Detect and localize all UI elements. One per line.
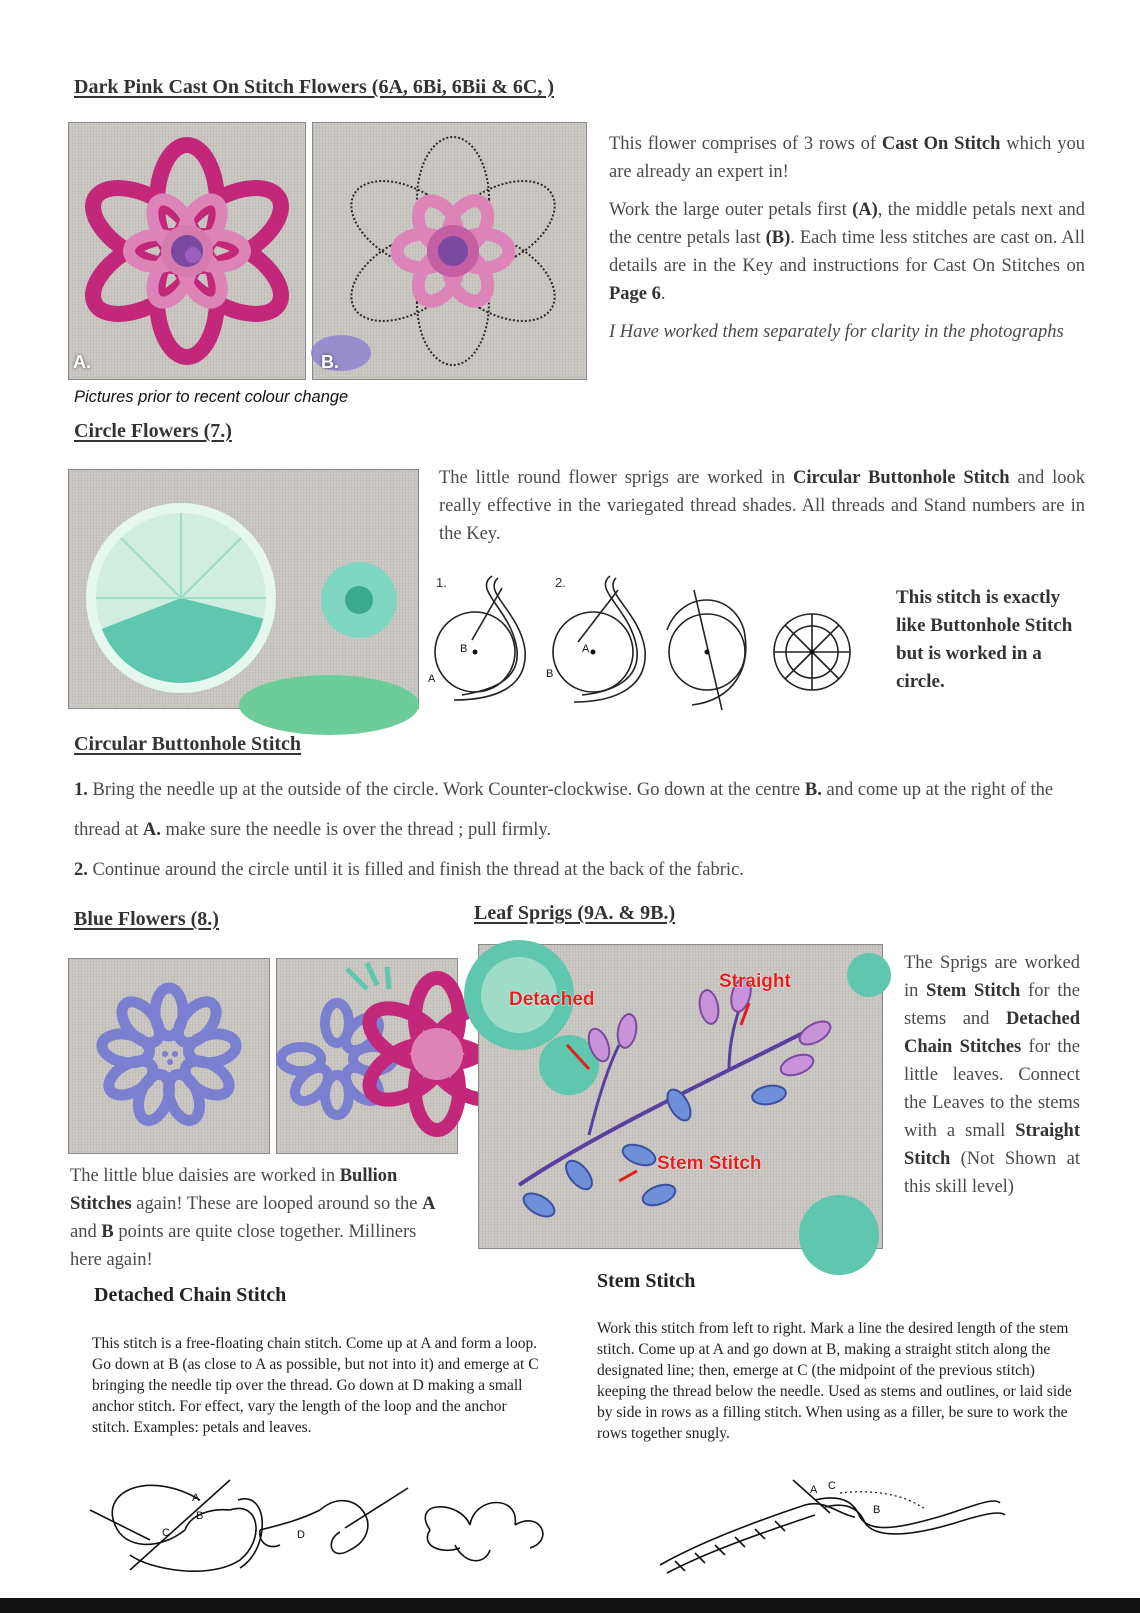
detached-chain-body: This stitch is a free-floating chain stitch. Come up at A and form a loop. Go down at B (as close to A as possible, but not into it) and emerge at C bringing the needle tip over the thread. Go down at D making a small anchor stitch. For effect, vary the length of the loop and the anchor stitch. Examples: petals and leaves. xyxy=(92,1335,539,1436)
diagram-label-b-1: B xyxy=(460,643,468,655)
paragraph-circle-flowers: The little round flower sprigs are worked in Circular Buttonhole Stitch and look really effective in the variegated thread shades. All threads and Stand numbers are in the Key. xyxy=(439,468,1085,544)
circle-stitch-note: This stitch is exactly like Buttonhole Stitch but is worked in a circle. xyxy=(896,587,1073,692)
stem-stitch-description xyxy=(597,1318,1080,1444)
stem-stitch-title: Stem Stitch xyxy=(597,1270,696,1292)
stem-stitch-label-a: A xyxy=(810,1484,818,1496)
detached-chain-label-c: C xyxy=(162,1527,170,1539)
detached-chain-diagram xyxy=(90,1470,550,1580)
detached-chain-label-b: B xyxy=(196,1510,204,1522)
flower-b-illustration xyxy=(313,123,586,379)
blue-flowers-description xyxy=(70,1162,442,1274)
paragraph-blue-flowers: The little blue daisies are worked in Bullion Stitches again! These are looped around so the A and B points are quite close together. Milliners here again! xyxy=(70,1166,436,1270)
circular-buttonhole-steps xyxy=(74,770,1074,890)
detached-chain-label-a: A xyxy=(192,1492,200,1504)
dark-pink-description xyxy=(609,130,1085,346)
circular-buttonhole-step-1: 1. Bring the needle up at the outside of the circle. Work Counter-clockwise. Go down at the centre B. and come up at the right of the thread at A. make sure the needle is over the thread ; pull firmly. xyxy=(74,780,1054,840)
photo-cast-on-flower-a xyxy=(68,122,306,380)
photo-label-b: B. xyxy=(321,352,339,372)
diagram-label-b-2: B xyxy=(546,668,554,680)
stem-stitch-label-b: B xyxy=(873,1504,881,1516)
flower-a-illustration xyxy=(69,123,305,379)
photo-leaf-sprigs xyxy=(478,944,883,1249)
section-title-circular-buttonhole: Circular Buttonhole Stitch xyxy=(74,733,302,755)
circular-buttonhole-diagram xyxy=(428,570,852,730)
circle-flower-illustration xyxy=(69,470,418,708)
section-title-circle-flowers: Circle Flowers (7.) xyxy=(74,420,232,442)
circle-flowers-description xyxy=(439,464,1085,548)
detached-chain-description xyxy=(92,1333,547,1438)
stem-stitch-body: Work this stitch from left to right. Mark a line the desired length of the stem stitch. Come up at A and go down at B, making a straight stitch along the designated line; then, emerge at C (the midpoint of the previous stitch) keeping the thread below the needle. Used as stems and outlines, or laid side by side in rows as a filling stitch. When using as a filler, be sure to work the rows together snugly. xyxy=(597,1320,1072,1442)
page-bottom-border xyxy=(0,1598,1140,1613)
section-title-dark-pink-flowers: Dark Pink Cast On Stitch Flowers (6A, 6Bi, 6Bii & 6C, ) xyxy=(74,76,554,98)
photo-label-straight: Straight xyxy=(719,971,791,992)
diagram-label-a-2: A xyxy=(582,643,590,655)
diagram-step-1-number: 1. xyxy=(436,575,447,590)
leaf-sprig-illustration xyxy=(479,945,882,1248)
photo-circle-flowers xyxy=(68,469,419,709)
detached-chain-title: Detached Chain Stitch xyxy=(94,1284,287,1306)
photo-label-a: A. xyxy=(73,352,91,372)
paragraph-cast-on-intro: This flower comprises of 3 rows of Cast On Stitch which you are already an expert in! xyxy=(609,134,1085,182)
detached-chain-label-d: D xyxy=(297,1529,305,1541)
blue-flower-illustration-1 xyxy=(69,959,269,1153)
section-title-blue-flowers: Blue Flowers (8.) xyxy=(74,908,219,930)
stem-stitch-diagram xyxy=(655,1475,1015,1575)
photo-caption: Pictures prior to recent colour change xyxy=(74,388,349,406)
photo-blue-flower-1 xyxy=(68,958,270,1154)
diagram-step-2-number: 2. xyxy=(555,575,566,590)
paragraph-petal-order: Work the large outer petals first (A), the middle petals next and the centre petals last (B). Each time less stitches are cast on. All details are in the Key and instructions for Cast On Stitches on Page 6. xyxy=(609,200,1085,304)
diagram-label-a-1: A xyxy=(428,673,436,685)
circular-buttonhole-step-2: 2. Continue around the circle until it is filled and finish the thread at the back of the fabric. xyxy=(74,860,744,880)
paragraph-clarity-note: I Have worked them separately for clarity in the photographs xyxy=(609,322,1064,342)
paragraph-leaf-sprigs: The Sprigs are worked in Stem Stitch for the stems and Detached Chain Stitches for the little leaves. Connect the Leaves to the stems with a small Straight Stitch (Not Shown at this skill level) xyxy=(904,953,1081,1197)
photo-label-stem-stitch: Stem Stitch xyxy=(657,1153,762,1174)
blue-flower-illustration-2 xyxy=(277,959,457,1153)
photo-blue-flower-2 xyxy=(276,958,458,1154)
photo-cast-on-flower-b xyxy=(312,122,587,380)
leaf-sprigs-description xyxy=(904,949,1080,1201)
section-title-leaf-sprigs: Leaf Sprigs (9A. & 9B.) xyxy=(474,902,676,924)
stem-stitch-label-c: C xyxy=(828,1480,836,1492)
photo-label-detached: Detached xyxy=(509,989,595,1010)
